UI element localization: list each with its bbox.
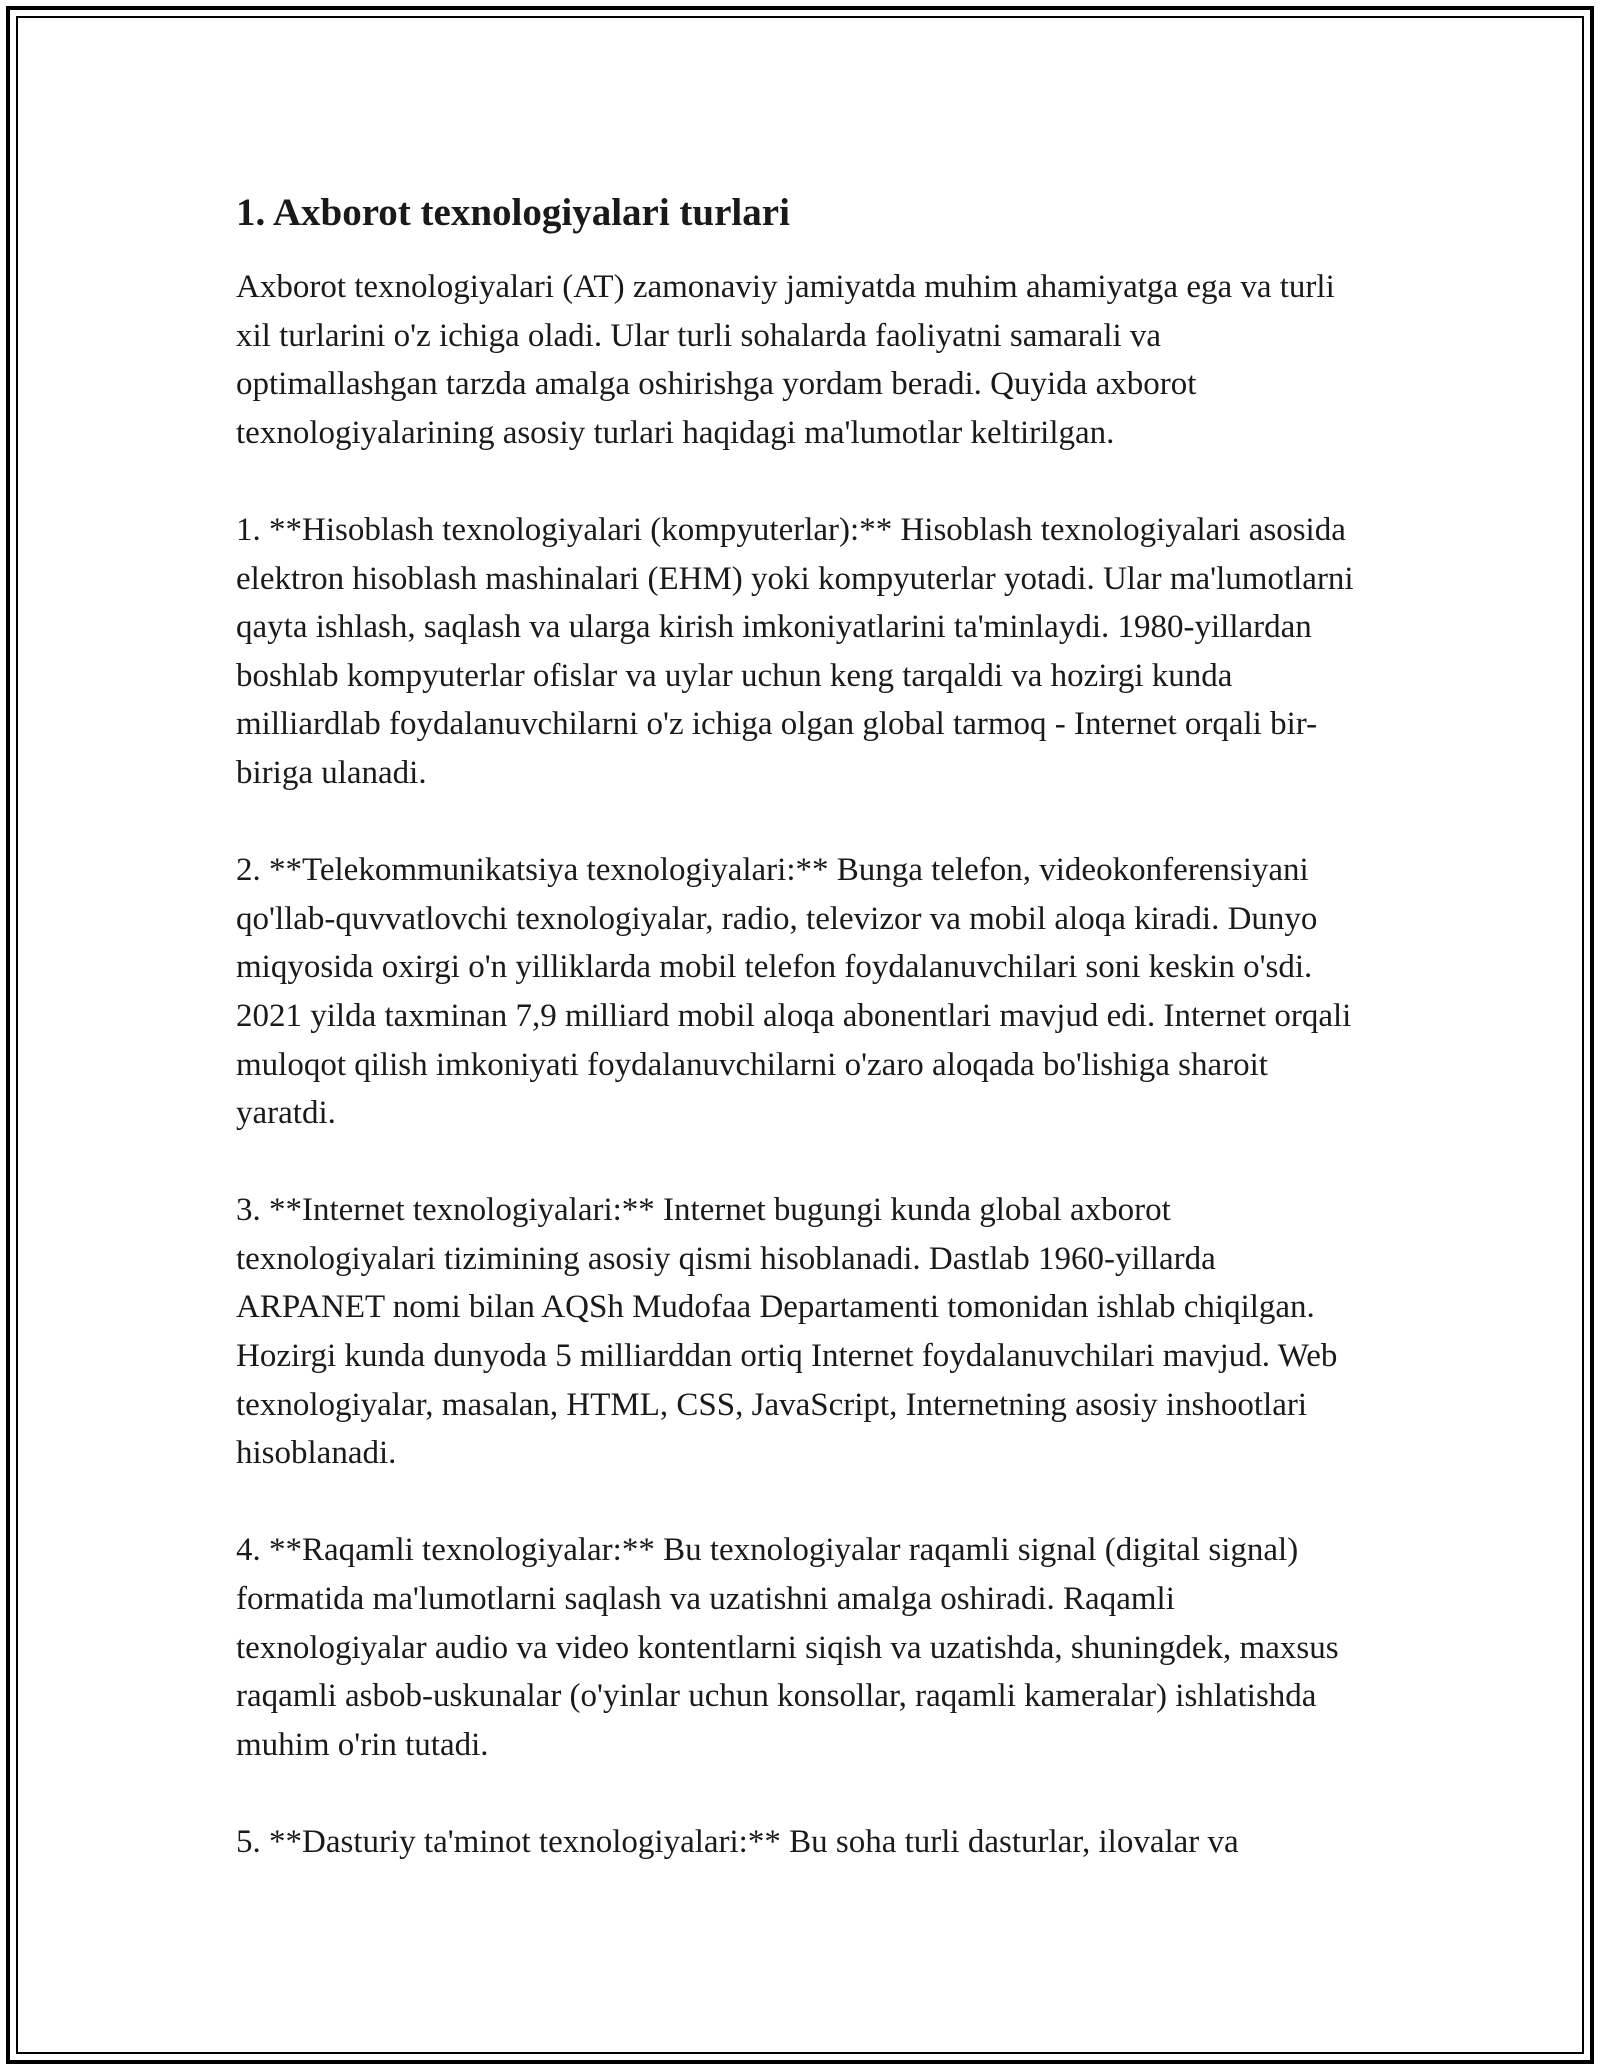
section-4-paragraph: 4. **Raqamli texnologiyalar:** Bu texnologiyalar raqamli signal (digital signal) formatida ma'lumotlarni saqlash va uzatishni amalga oshiradi. Raqamli texnologiyalar audio va video kontentlarni siqish va uzatishda, shuningdek, maxsus raqamli asbob-uskunalar (o'yinlar uchun konsollar, raqamli kameralar) ishlatishda muhim o'rin tutadi. — [236, 1532, 1339, 1763]
intro-paragraph: Axborot texnologiyalari (AT) zamonaviy jamiyatda muhim ahamiyatga ega va turli xil turlarini o'z ichiga oladi. Ular turli sohalarda faoliyatni samarali va optimallashgan tarzda amalga oshirishga yordam beradi. Quyida axborot texnologiyalarining asosiy turlari haqidagi ma'lumotlar keltirilgan. — [236, 269, 1335, 451]
section-2-paragraph: 2. **Telekommunikatsiya texnologiyalari:** Bunga telefon, videokonferensiyani qo'llab-quvvatlovchi texnologiyalar, radio, televizor va mobil aloqa kiradi. Dunyo miqyosida oxirgi o'n yilliklarda mobil telefon foydalanuvchilari soni keskin o'sdi. 2021 yilda taxminan 7,9 milliard mobil aloqa abonentlari mavjud edi. Internet orqali muloqot qilish imkoniyati foydalanuvchilarni o'zaro aloqada bo'lishiga sharoit yaratdi. — [236, 852, 1352, 1132]
document-body — [236, 185, 1366, 1915]
section-5-paragraph: 5. **Dasturiy ta'minot texnologiyalari:** Bu soha turli dasturlar, ilovalar va — [236, 1824, 1239, 1860]
section-1-paragraph: 1. **Hisoblash texnologiyalari (kompyuterlar):** Hisoblash texnologiyalari asosida elektron hisoblash mashinalari (EHM) yoki kompyuterlar yotadi. Ular ma'lumotlarni qayta ishlash, saqlash va ularga kirish imkoniyatlarini ta'minlaydi. 1980-yillardan boshlab kompyuterlar ofislar va uylar uchun keng tarqaldi va hozirgi kunda milliardlab foydalanuvchilarni o'z ichiga olgan global tarmoq - Internet orqali bir-biriga ulanadi. — [236, 511, 1354, 791]
section-3-paragraph: 3. **Internet texnologiyalari:** Internet bugungi kunda global axborot texnologiyalari tizimining asosiy qismi hisoblanadi. Dastlab 1960-yillarda ARPANET nomi bilan AQSh Mudofaa Departamenti tomonidan ishlab chiqilgan. Hozirgi kunda dunyoda 5 milliarddan ortiq Internet foydalanuvchilari mavjud. Web texnologiyalar, masalan, HTML, CSS, JavaScript, Internetning asosiy inshootlari hisoblanadi. — [236, 1192, 1338, 1472]
document-title: 1. Axborot texnologiyalari turlari — [236, 191, 790, 234]
